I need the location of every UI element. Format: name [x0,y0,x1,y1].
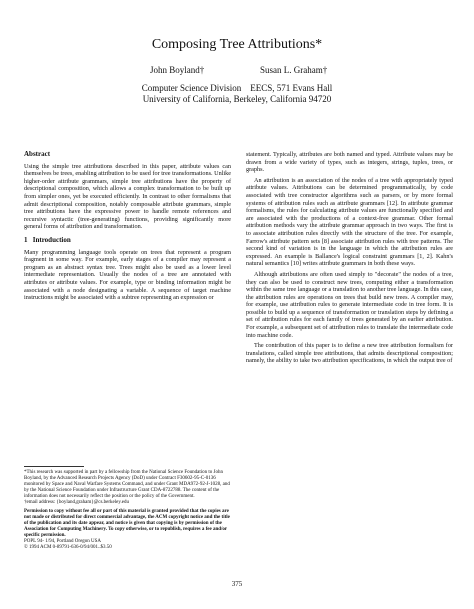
introduction-text: Many programming language tools operate on trees that represent a program fragment in some way. For example, early stages of a compiler may represent a program as an abstract syntax tree. Trees might also be used as a lower level intermediate representation. Usually the nodes of a tree are annotated with attributes or attribute values. For example, type or binding information might be associated with a node designating a variable. A sequence of target machine instructions might be associated with a subtree representing an expression or [24,248,231,302]
conference-info: POPL 94- 1/94, Portland Oregon USA [24,539,102,544]
affiliation-line-1: Computer Science Division EECS, 571 Evans Hall [141,83,333,93]
author-graham: Susan L. Graham† [260,65,328,75]
permission-notice: Permission to copy without fee all or part of this material is granted provided that the copies are not made or distributed for direct commercial advantage, the ACM copyright notice and the title of the publication and its date appear, and notice is given that copying is by permission of the Association for Computing Machinery. To copy otherwise, or to republish, requires a fee and/or specific permission. [24,509,230,538]
affiliation-line-2: University of California, Berkeley, California 94720 [142,94,332,104]
abstract-heading: Abstract [24,150,51,158]
introduction-heading: 1 Introduction [24,235,71,244]
abstract-text: Using the simple tree attributions described in this paper, attribute values can themselves be trees, enabling attribution to be used for tree transformations. Unlike higher-order attribute grammars, simple tree attributions have the property of descriptional composition, which allows a complex transformation to be built up from simpler ones, yet be executed efficiently. In contrast to other formalisms that admit descriptional composition, notably composable attribute grammars, simple tree attributions have the expressive power to handle remote references and recursive syntactic (tree-generating) functions, providing significantly more general forms of attribution and transformation. [24,162,231,231]
page-number: 375 [231,580,243,588]
right-paragraph-4: The contribution of this paper is to define a new tree attribution formalism for translations, called simple tree attributions, that admits descriptional composition; namely, the ability to take two attribution specifications, in which the output tree of [246,342,453,365]
right-column [246,151,453,368]
left-column [24,151,231,305]
author-boyland: John Boyland† [150,65,205,75]
right-paragraph-2: An attribution is an association of the nodes of a tree with appropriately typed attribute values. Attributions can be determined programmatically, by code associated with tree constructor algorithms such as parsers, or by more formal systems of attribution rules such as attribute grammars [12]. In attribute grammar formalisms, the rules for calculating attribute values are functionally specified and are associated with the productions of a context-free grammar. Other formal attribution methods vary the attribute grammar approach in two ways. The first is to associate attribution rules directly with the structure of the tree. For example, Farrow's attribute pattern sets [8] associate attribution rules with tree patterns. The second kind of variation is in the language in which the attribution rules are expressed. An example is Ballance's logical constraint grammars [1, 2]. Kahn's natural semantics [10] writes attribute grammars in both these ways. [246,176,453,268]
footnote-funding: *This research was supported in part by a fellowship from the National Science Foundation to John Boyland, by the Advanced Research Projects Agency (DoD) under Contract F30602-95-C-0136 monitored by Space and Naval Warfare Systems Command, and under Grant MDA972-92-J-1028, and by the National Science Foundation under Infrastructure Grant CDA-8722788. The content of the information does not necessarily reflect the position or the policy of the Government. [24,470,230,499]
copyright-notice: © 1994 ACM 0-89791-636-0/94/001..$3.50 [24,545,112,550]
affiliation [0,83,474,105]
footnotes [24,466,231,551]
right-paragraph-1: statement. Typically, attributes are both named and typed. Attribute values may be drawn from a wide variety of types, such as integers, strings, tuples, trees, or graphs. [246,151,453,174]
right-paragraph-3: Although attributions are often used simply to "decorate" the nodes of a tree, they can also be used to construct new trees, computing either a transformation within the same tree language or a translation to another tree language. In this case, the attribution rules are operations on trees that build new trees. A compiler may, for example, use attribution rules to generate intermediate code in tree form. It is possible to build up a sequence of transformation or translation steps by defining a set of attribution rules for each family of trees generated by an earlier attribution. For example, a subsequent set of attribution rules to translate the intermediate code into machine code. [246,270,453,339]
footnote-divider [24,466,84,467]
footnote-email: †email address: {boyland,graham}@cs.berkeley.edu [24,500,130,505]
paper-title: Composing Tree Attributions* [151,37,323,52]
